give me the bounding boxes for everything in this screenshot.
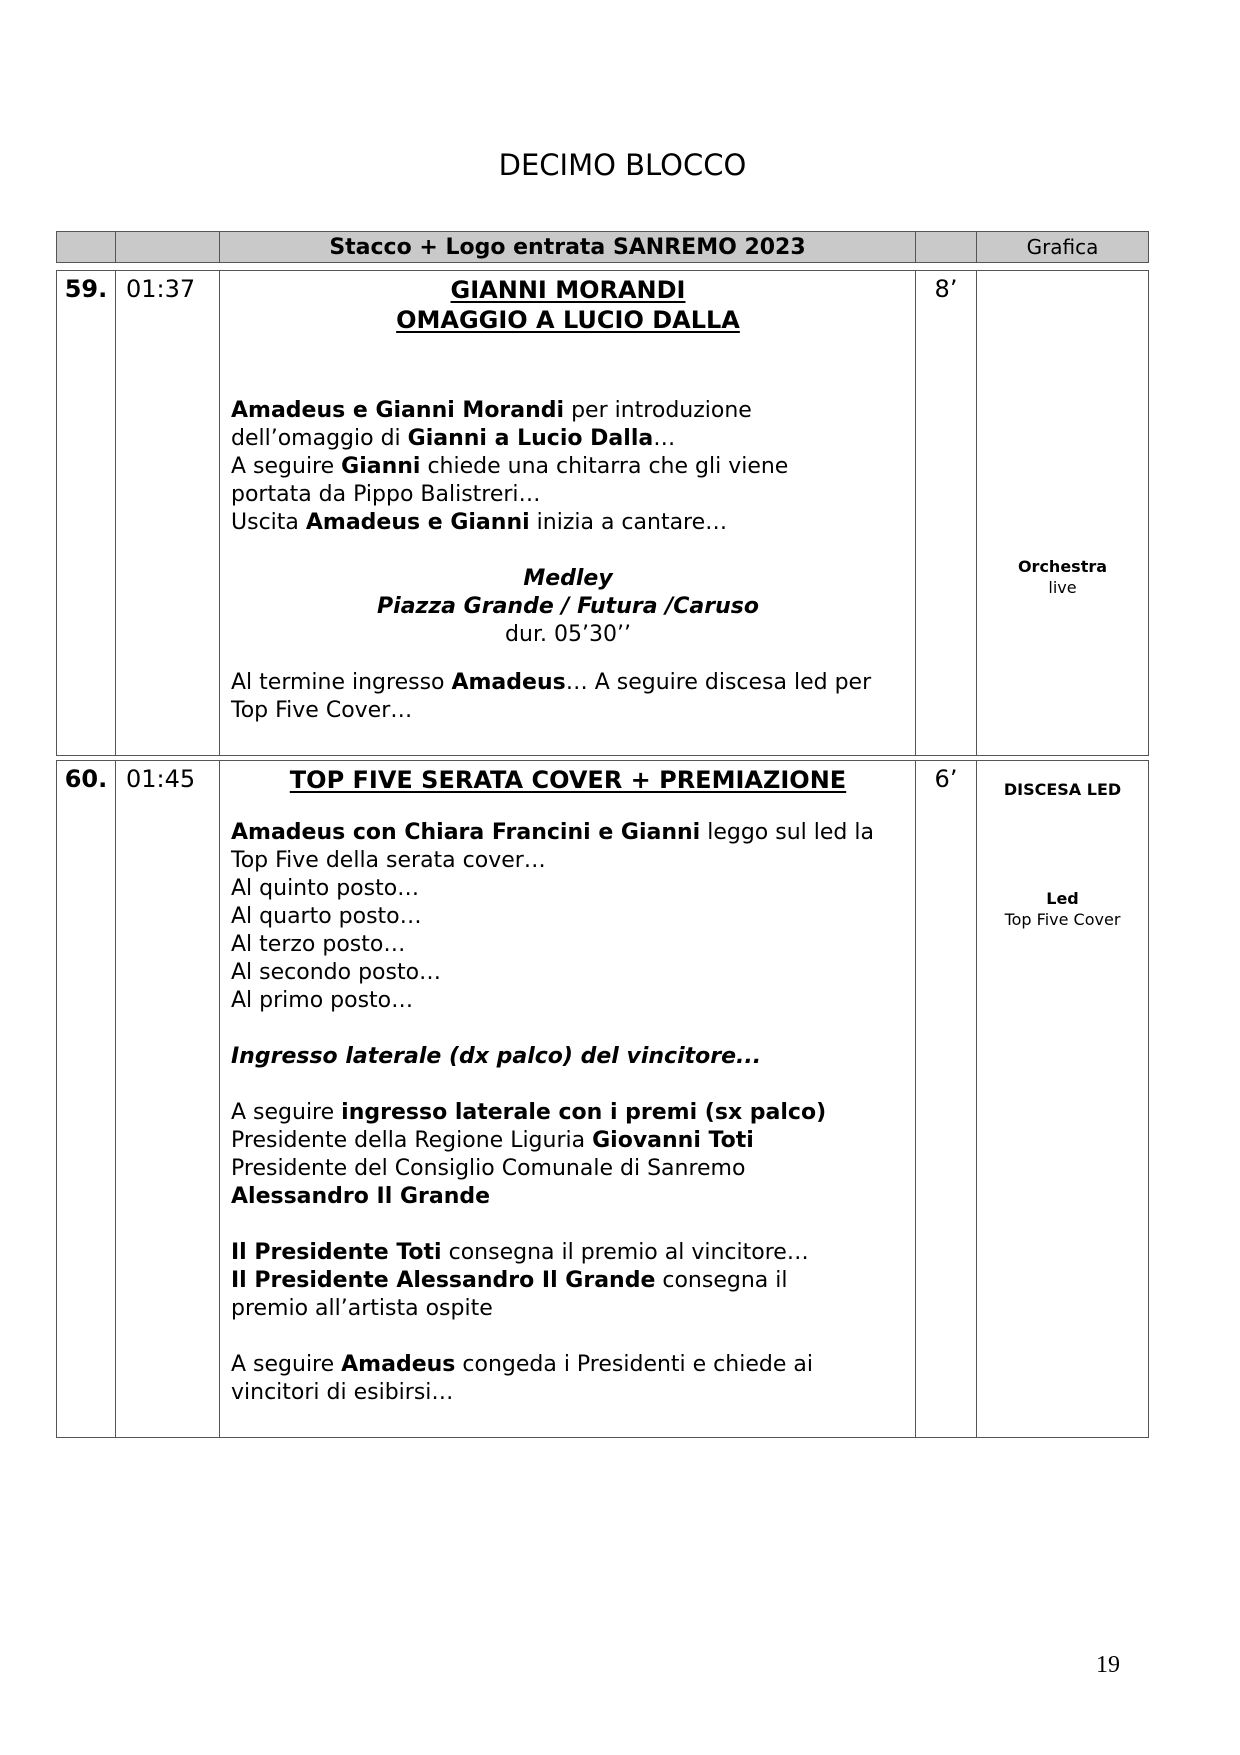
grafica-normal: live bbox=[1048, 578, 1077, 597]
table-row bbox=[57, 761, 1149, 1438]
item-duration: 8’ bbox=[916, 271, 977, 756]
header-cell-empty bbox=[57, 232, 116, 263]
table-row bbox=[57, 271, 1149, 756]
header-cell-empty bbox=[116, 232, 220, 263]
page-title: DECIMO BLOCCO bbox=[498, 148, 747, 182]
item-grafica bbox=[977, 761, 1149, 1438]
item-table-59 bbox=[56, 270, 1149, 756]
paragraph: A seguire ingresso laterale con i premi (sx palco) Presidente della Regione Liguria Giovanni Toti Presidente del Consiglio Comunale di Sanremo Alessandro Il Grande bbox=[231, 1100, 827, 1209]
paragraph: Amadeus con Chiara Francini e Gianni leggo sul led la Top Five della serata cover… Al quinto posto… Al quarto posto… Al terzo posto… Al secondo posto… Al primo posto… bbox=[231, 820, 874, 1013]
item-number: 59. bbox=[57, 271, 116, 756]
grafica-bold: Led bbox=[1046, 889, 1079, 908]
header-row bbox=[57, 232, 1149, 263]
item-subtitle: OMAGGIO A LUCIO DALLA bbox=[396, 306, 740, 334]
grafica-bold: Orchestra bbox=[1017, 557, 1108, 576]
item-duration: 6’ bbox=[916, 761, 977, 1438]
header-title: Stacco + Logo entrata SANREMO 2023 bbox=[220, 232, 916, 263]
grafica-normal: Top Five Cover bbox=[1004, 910, 1121, 929]
medley-label: Medley bbox=[523, 566, 613, 591]
paragraph: Il Presidente Toti consegna il premio al vincitore… Il Presidente Alessandro Il Grande consegna il premio all’artista ospite bbox=[231, 1240, 809, 1321]
header-row-table bbox=[56, 231, 1149, 263]
paragraph: Ingresso laterale (dx palco) del vincitore... bbox=[231, 1044, 762, 1069]
item-content bbox=[220, 271, 916, 756]
header-grafica: Grafica bbox=[977, 232, 1149, 263]
item-title: GIANNI MORANDI bbox=[450, 276, 686, 304]
paragraph: Amadeus e Gianni Morandi per introduzione dell’omaggio di Gianni a Lucio Dalla… A seguire Gianni chiede una chitarra che gli viene portata da Pippo Balistreri… Uscita Amadeus e Gianni inizia a cantare… bbox=[231, 398, 789, 535]
paragraph: A seguire Amadeus congeda i Presidenti e chiede ai vincitori di esibirsi… bbox=[231, 1352, 813, 1405]
page-number: 19 bbox=[1096, 1652, 1120, 1678]
item-table-60 bbox=[56, 760, 1149, 1438]
header-cell-empty bbox=[916, 232, 977, 263]
medley-duration: dur. 05’30’’ bbox=[505, 622, 631, 647]
item-number: 60. bbox=[57, 761, 116, 1438]
item-time: 01:45 bbox=[116, 761, 220, 1438]
item-title: TOP FIVE SERATA COVER + PREMIAZIONE bbox=[289, 766, 847, 794]
item-time: 01:37 bbox=[116, 271, 220, 756]
item-content bbox=[220, 761, 916, 1438]
paragraph: Al termine ingresso Amadeus… A seguire discesa led per Top Five Cover… bbox=[231, 670, 872, 723]
grafica-top: DISCESA LED bbox=[1003, 780, 1122, 799]
item-grafica bbox=[977, 271, 1149, 756]
medley-songs: Piazza Grande / Futura /Caruso bbox=[377, 594, 759, 619]
